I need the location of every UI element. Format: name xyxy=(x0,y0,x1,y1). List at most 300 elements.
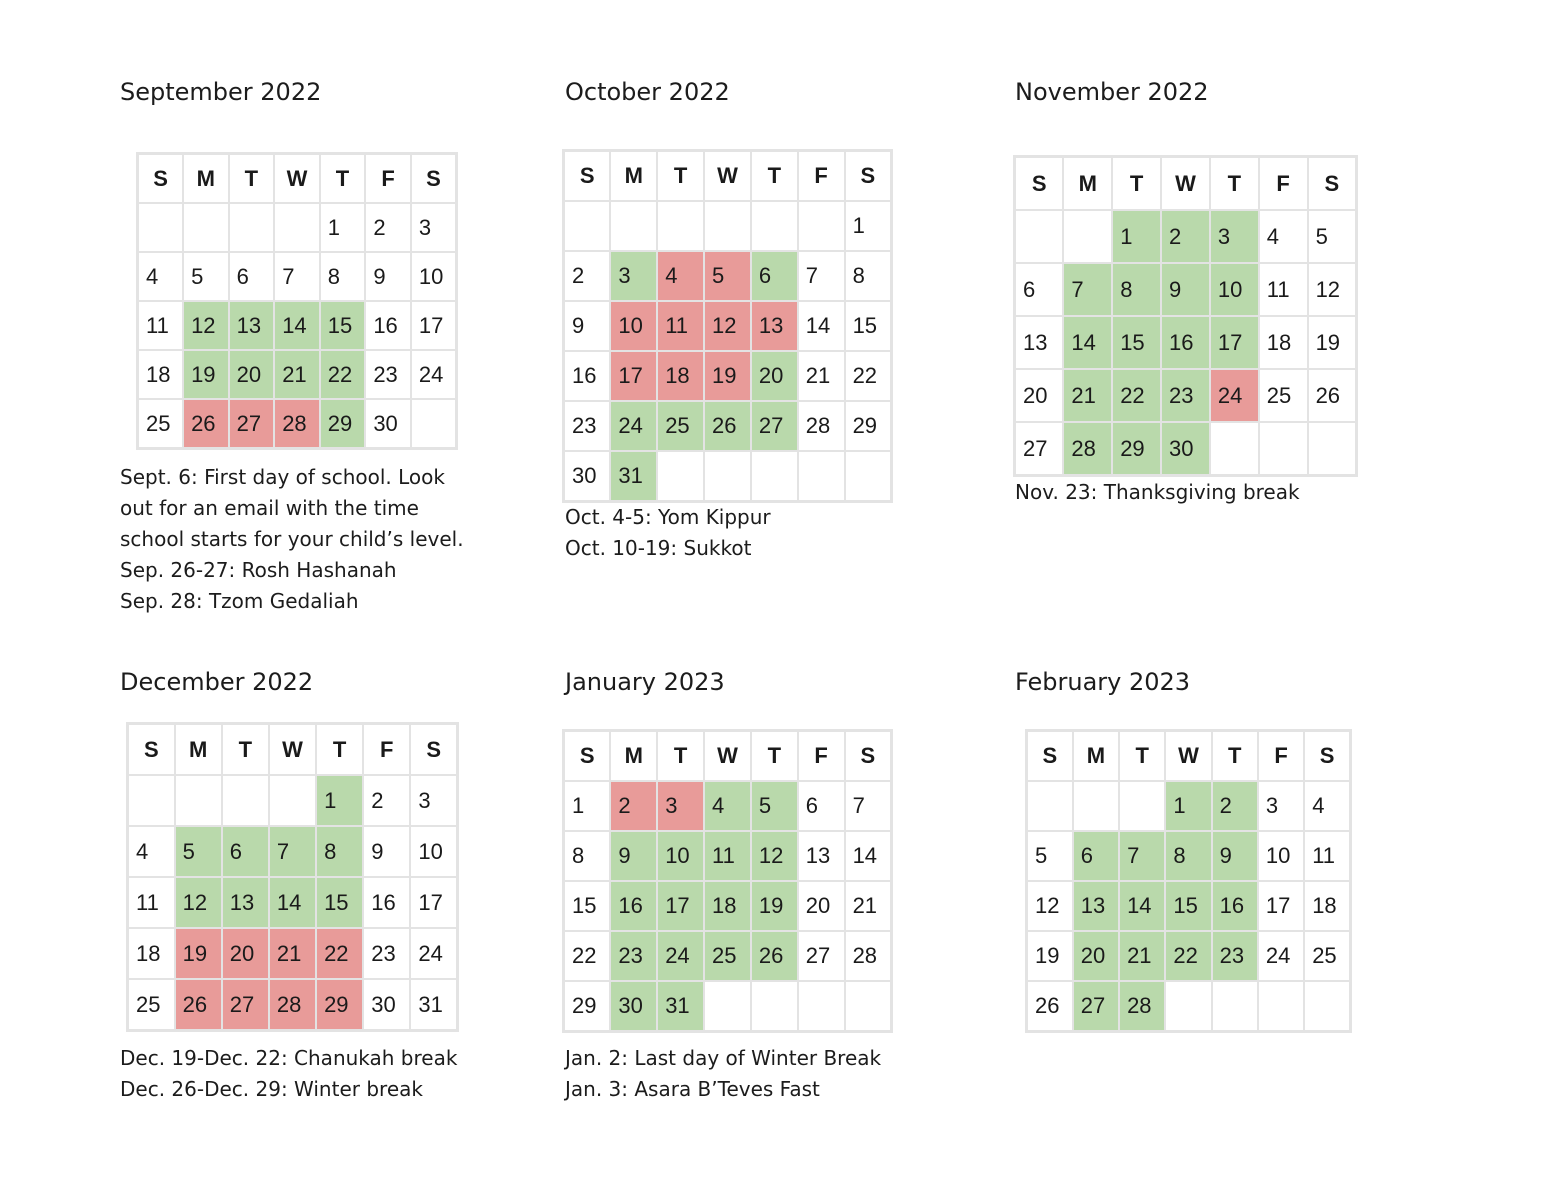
calendar-november xyxy=(1013,155,1358,477)
day-cell: 22 xyxy=(316,928,363,979)
day-cell: 12 xyxy=(1308,263,1357,316)
day-cell: 21 xyxy=(798,351,845,401)
note-line: school starts for your child’s level. xyxy=(120,527,464,551)
weekday-header: T xyxy=(316,724,363,776)
day-cell: 12 xyxy=(183,301,229,350)
week-row xyxy=(128,928,458,979)
day-cell: 3 xyxy=(657,781,704,831)
week-row xyxy=(564,351,892,401)
day-cell: 30 xyxy=(365,399,411,449)
week-row xyxy=(128,826,458,877)
note-line: Dec. 19-Dec. 22: Chanukah break xyxy=(120,1046,458,1070)
empty-day-cell xyxy=(1119,781,1165,831)
day-cell: 28 xyxy=(1119,981,1165,1032)
day-cell: 9 xyxy=(1212,831,1258,881)
day-cell: 30 xyxy=(363,979,410,1031)
day-cell: 6 xyxy=(751,251,798,301)
day-cell: 27 xyxy=(798,931,845,981)
day-cell: 14 xyxy=(274,301,320,350)
day-cell: 2 xyxy=(1161,210,1210,263)
calendar-january xyxy=(562,729,893,1033)
day-cell: 2 xyxy=(365,203,411,252)
day-cell: 14 xyxy=(1063,316,1112,369)
weekday-header: F xyxy=(363,724,410,776)
day-cell: 10 xyxy=(610,301,657,351)
day-cell: 21 xyxy=(274,350,320,399)
weekday-header: F xyxy=(1259,157,1308,211)
day-cell: 8 xyxy=(316,826,363,877)
week-row xyxy=(1015,422,1357,476)
day-cell: 23 xyxy=(363,928,410,979)
empty-day-cell xyxy=(610,201,657,251)
empty-day-cell xyxy=(1308,422,1357,476)
note-line: out for an email with the time xyxy=(120,496,419,520)
week-row xyxy=(138,301,457,350)
week-row xyxy=(138,203,457,252)
day-cell: 12 xyxy=(751,831,798,881)
day-cell: 19 xyxy=(751,881,798,931)
week-row xyxy=(564,981,892,1032)
day-cell: 24 xyxy=(1258,931,1304,981)
empty-day-cell xyxy=(229,203,275,252)
day-cell: 10 xyxy=(410,826,457,877)
day-cell: 27 xyxy=(1015,422,1064,476)
weekday-header: M xyxy=(1073,731,1119,782)
day-cell: 15 xyxy=(316,877,363,928)
day-cell: 10 xyxy=(1210,263,1259,316)
week-row xyxy=(1027,981,1351,1032)
weekday-header: S xyxy=(1015,157,1064,211)
day-cell: 19 xyxy=(1027,931,1073,981)
day-cell: 4 xyxy=(1304,781,1350,831)
day-cell: 4 xyxy=(657,251,704,301)
day-cell: 7 xyxy=(845,781,892,831)
weekday-header: F xyxy=(798,151,845,202)
day-cell: 14 xyxy=(1119,881,1165,931)
week-row xyxy=(128,877,458,928)
notes-january xyxy=(565,1043,881,1105)
day-cell: 13 xyxy=(1015,316,1064,369)
day-cell: 18 xyxy=(1259,316,1308,369)
note-line: Sep. 28: Tzom Gedaliah xyxy=(120,589,359,613)
day-cell: 5 xyxy=(1027,831,1073,881)
empty-day-cell xyxy=(657,451,704,502)
calendar-february xyxy=(1025,729,1352,1033)
weekday-header: T xyxy=(751,731,798,782)
weekday-header: W xyxy=(704,731,751,782)
day-cell: 28 xyxy=(845,931,892,981)
empty-day-cell xyxy=(269,775,316,826)
day-cell: 5 xyxy=(175,826,222,877)
week-row xyxy=(1015,263,1357,316)
day-cell: 5 xyxy=(751,781,798,831)
weekday-header: S xyxy=(138,154,184,204)
weekday-header: W xyxy=(1161,157,1210,211)
day-cell: 1 xyxy=(1165,781,1211,831)
empty-day-cell xyxy=(798,981,845,1032)
day-cell: 4 xyxy=(704,781,751,831)
weekday-header-row xyxy=(1015,157,1357,211)
day-cell: 1 xyxy=(316,775,363,826)
empty-day-cell xyxy=(564,201,611,251)
day-cell: 26 xyxy=(751,931,798,981)
day-cell: 13 xyxy=(751,301,798,351)
weekday-header: S xyxy=(128,724,175,776)
day-cell: 2 xyxy=(1212,781,1258,831)
day-cell: 24 xyxy=(410,928,457,979)
weekday-header: T xyxy=(320,154,366,204)
day-cell: 22 xyxy=(845,351,892,401)
calendar-september xyxy=(136,152,458,450)
day-cell: 10 xyxy=(657,831,704,881)
day-cell: 6 xyxy=(798,781,845,831)
day-cell: 28 xyxy=(274,399,320,449)
day-cell: 7 xyxy=(1119,831,1165,881)
day-cell: 3 xyxy=(411,203,457,252)
day-cell: 22 xyxy=(320,350,366,399)
weekday-header: W xyxy=(704,151,751,202)
day-cell: 9 xyxy=(363,826,410,877)
weekday-header: T xyxy=(222,724,269,776)
empty-day-cell xyxy=(751,201,798,251)
day-cell: 16 xyxy=(365,301,411,350)
empty-day-cell xyxy=(1212,981,1258,1032)
day-cell: 1 xyxy=(320,203,366,252)
day-cell: 25 xyxy=(128,979,175,1031)
month-title-november: November 2022 xyxy=(1015,78,1209,106)
empty-day-cell xyxy=(704,981,751,1032)
day-cell: 5 xyxy=(1308,210,1357,263)
notes-december xyxy=(120,1043,457,1105)
month-title-december: December 2022 xyxy=(120,668,314,696)
day-cell: 19 xyxy=(183,350,229,399)
weekday-header: M xyxy=(183,154,229,204)
week-row xyxy=(1015,369,1357,422)
empty-day-cell xyxy=(183,203,229,252)
weekday-header: S xyxy=(564,151,611,202)
day-cell: 14 xyxy=(798,301,845,351)
day-cell: 21 xyxy=(1063,369,1112,422)
day-cell: 3 xyxy=(1210,210,1259,263)
day-cell: 25 xyxy=(138,399,184,449)
week-row xyxy=(564,931,892,981)
day-cell: 4 xyxy=(138,252,184,301)
weekday-header: F xyxy=(1258,731,1304,782)
empty-day-cell xyxy=(657,201,704,251)
day-cell: 8 xyxy=(564,831,611,881)
weekday-header: T xyxy=(1212,731,1258,782)
note-line: Oct. 4-5: Yom Kippur xyxy=(565,505,771,529)
weekday-header: W xyxy=(274,154,320,204)
empty-day-cell xyxy=(175,775,222,826)
week-row xyxy=(1027,781,1351,831)
day-cell: 24 xyxy=(657,931,704,981)
weekday-header: S xyxy=(411,154,457,204)
day-cell: 11 xyxy=(704,831,751,881)
week-row xyxy=(1027,831,1351,881)
day-cell: 17 xyxy=(411,301,457,350)
day-cell: 3 xyxy=(610,251,657,301)
day-cell: 2 xyxy=(363,775,410,826)
day-cell: 15 xyxy=(1112,316,1161,369)
week-row xyxy=(564,401,892,451)
empty-day-cell xyxy=(1027,781,1073,831)
calendar-october xyxy=(562,149,893,503)
day-cell: 17 xyxy=(410,877,457,928)
day-cell: 13 xyxy=(1073,881,1119,931)
weekday-header: S xyxy=(845,151,892,202)
empty-day-cell xyxy=(1165,981,1211,1032)
weekday-header: T xyxy=(1210,157,1259,211)
day-cell: 26 xyxy=(175,979,222,1031)
week-row xyxy=(1027,881,1351,931)
day-cell: 23 xyxy=(1161,369,1210,422)
empty-day-cell xyxy=(1304,981,1350,1032)
day-cell: 11 xyxy=(657,301,704,351)
day-cell: 11 xyxy=(128,877,175,928)
day-cell: 20 xyxy=(1073,931,1119,981)
week-row xyxy=(564,301,892,351)
empty-day-cell xyxy=(1063,210,1112,263)
day-cell: 12 xyxy=(704,301,751,351)
day-cell: 29 xyxy=(564,981,611,1032)
empty-day-cell xyxy=(1258,981,1304,1032)
day-cell: 27 xyxy=(229,399,275,449)
week-row xyxy=(138,399,457,449)
weekday-header: F xyxy=(365,154,411,204)
week-row xyxy=(1027,931,1351,981)
week-row xyxy=(564,251,892,301)
day-cell: 15 xyxy=(320,301,366,350)
weekday-header: M xyxy=(610,731,657,782)
day-cell: 20 xyxy=(751,351,798,401)
weekday-header: S xyxy=(845,731,892,782)
weekday-header: T xyxy=(229,154,275,204)
day-cell: 9 xyxy=(610,831,657,881)
weekday-header: S xyxy=(1027,731,1073,782)
day-cell: 17 xyxy=(657,881,704,931)
day-cell: 16 xyxy=(564,351,611,401)
calendar-december xyxy=(126,722,459,1032)
week-row xyxy=(564,201,892,251)
day-cell: 20 xyxy=(229,350,275,399)
day-cell: 20 xyxy=(222,928,269,979)
day-cell: 4 xyxy=(128,826,175,877)
day-cell: 5 xyxy=(704,251,751,301)
weekday-header: S xyxy=(1304,731,1350,782)
day-cell: 15 xyxy=(845,301,892,351)
weekday-header: T xyxy=(1112,157,1161,211)
weekday-header: M xyxy=(1063,157,1112,211)
weekday-header: F xyxy=(798,731,845,782)
day-cell: 20 xyxy=(1015,369,1064,422)
day-cell: 15 xyxy=(1165,881,1211,931)
week-row xyxy=(564,781,892,831)
weekday-header: T xyxy=(751,151,798,202)
notes-september xyxy=(120,462,464,617)
note-line: Oct. 10-19: Sukkot xyxy=(565,536,752,560)
note-line: Nov. 23: Thanksgiving break xyxy=(1015,480,1300,504)
notes-october xyxy=(565,502,771,564)
day-cell: 2 xyxy=(610,781,657,831)
empty-day-cell xyxy=(845,451,892,502)
day-cell: 3 xyxy=(1258,781,1304,831)
day-cell: 6 xyxy=(222,826,269,877)
weekday-header: T xyxy=(657,151,704,202)
day-cell: 14 xyxy=(269,877,316,928)
empty-day-cell xyxy=(1073,781,1119,831)
day-cell: 25 xyxy=(1259,369,1308,422)
month-title-september: September 2022 xyxy=(120,78,322,106)
day-cell: 18 xyxy=(704,881,751,931)
day-cell: 17 xyxy=(610,351,657,401)
day-cell: 6 xyxy=(1015,263,1064,316)
note-line: Jan. 2: Last day of Winter Break xyxy=(565,1046,882,1070)
day-cell: 3 xyxy=(410,775,457,826)
day-cell: 29 xyxy=(320,399,366,449)
weekday-header-row xyxy=(564,731,892,782)
day-cell: 26 xyxy=(1308,369,1357,422)
week-row xyxy=(564,881,892,931)
empty-day-cell xyxy=(798,201,845,251)
day-cell: 27 xyxy=(751,401,798,451)
day-cell: 22 xyxy=(564,931,611,981)
day-cell: 26 xyxy=(1027,981,1073,1032)
day-cell: 13 xyxy=(229,301,275,350)
day-cell: 11 xyxy=(138,301,184,350)
day-cell: 23 xyxy=(564,401,611,451)
weekday-header: S xyxy=(564,731,611,782)
day-cell: 20 xyxy=(798,881,845,931)
day-cell: 14 xyxy=(845,831,892,881)
day-cell: 11 xyxy=(1304,831,1350,881)
day-cell: 1 xyxy=(845,201,892,251)
note-line: Dec. 26-Dec. 29: Winter break xyxy=(120,1077,423,1101)
day-cell: 11 xyxy=(1259,263,1308,316)
day-cell: 30 xyxy=(1161,422,1210,476)
day-cell: 13 xyxy=(222,877,269,928)
day-cell: 21 xyxy=(269,928,316,979)
day-cell: 16 xyxy=(1161,316,1210,369)
day-cell: 29 xyxy=(1112,422,1161,476)
empty-day-cell xyxy=(704,201,751,251)
day-cell: 9 xyxy=(1161,263,1210,316)
empty-day-cell xyxy=(1015,210,1064,263)
day-cell: 10 xyxy=(1258,831,1304,881)
day-cell: 29 xyxy=(316,979,363,1031)
day-cell: 18 xyxy=(138,350,184,399)
week-row xyxy=(128,979,458,1031)
day-cell: 26 xyxy=(183,399,229,449)
month-title-october: October 2022 xyxy=(565,78,730,106)
day-cell: 6 xyxy=(229,252,275,301)
week-row xyxy=(138,252,457,301)
day-cell: 19 xyxy=(1308,316,1357,369)
day-cell: 21 xyxy=(845,881,892,931)
day-cell: 28 xyxy=(798,401,845,451)
empty-day-cell xyxy=(138,203,184,252)
day-cell: 23 xyxy=(1212,931,1258,981)
day-cell: 18 xyxy=(128,928,175,979)
day-cell: 8 xyxy=(1112,263,1161,316)
day-cell: 31 xyxy=(610,451,657,502)
day-cell: 15 xyxy=(564,881,611,931)
day-cell: 1 xyxy=(564,781,611,831)
day-cell: 31 xyxy=(657,981,704,1032)
weekday-header: S xyxy=(410,724,457,776)
day-cell: 1 xyxy=(1112,210,1161,263)
week-row xyxy=(564,831,892,881)
day-cell: 4 xyxy=(1259,210,1308,263)
day-cell: 6 xyxy=(1073,831,1119,881)
day-cell: 30 xyxy=(610,981,657,1032)
empty-day-cell xyxy=(274,203,320,252)
day-cell: 7 xyxy=(1063,263,1112,316)
day-cell: 7 xyxy=(269,826,316,877)
weekday-header-row xyxy=(138,154,457,204)
day-cell: 13 xyxy=(798,831,845,881)
weekday-header: W xyxy=(269,724,316,776)
empty-day-cell xyxy=(222,775,269,826)
day-cell: 23 xyxy=(365,350,411,399)
note-line: Sept. 6: First day of school. Look xyxy=(120,465,445,489)
empty-day-cell xyxy=(1210,422,1259,476)
day-cell: 19 xyxy=(175,928,222,979)
day-cell: 22 xyxy=(1112,369,1161,422)
note-line: Jan. 3: Asara B’Teves Fast xyxy=(565,1077,820,1101)
empty-day-cell xyxy=(798,451,845,502)
month-title-january: January 2023 xyxy=(565,668,725,696)
week-row xyxy=(1015,316,1357,369)
day-cell: 21 xyxy=(1119,931,1165,981)
day-cell: 30 xyxy=(564,451,611,502)
day-cell: 16 xyxy=(610,881,657,931)
day-cell: 27 xyxy=(1073,981,1119,1032)
weekday-header: S xyxy=(1308,157,1357,211)
weekday-header-row xyxy=(564,151,892,202)
day-cell: 10 xyxy=(411,252,457,301)
week-row xyxy=(128,775,458,826)
day-cell: 16 xyxy=(1212,881,1258,931)
empty-day-cell xyxy=(1259,422,1308,476)
weekday-header-row xyxy=(128,724,458,776)
day-cell: 8 xyxy=(1165,831,1211,881)
week-row xyxy=(1015,210,1357,263)
empty-day-cell xyxy=(411,399,457,449)
day-cell: 25 xyxy=(657,401,704,451)
empty-day-cell xyxy=(751,451,798,502)
empty-day-cell xyxy=(128,775,175,826)
empty-day-cell xyxy=(845,981,892,1032)
weekday-header: M xyxy=(175,724,222,776)
day-cell: 17 xyxy=(1210,316,1259,369)
day-cell: 18 xyxy=(657,351,704,401)
weekday-header: T xyxy=(1119,731,1165,782)
empty-day-cell xyxy=(751,981,798,1032)
day-cell: 12 xyxy=(1027,881,1073,931)
weekday-header: M xyxy=(610,151,657,202)
day-cell: 17 xyxy=(1258,881,1304,931)
notes-november xyxy=(1015,477,1300,508)
day-cell: 31 xyxy=(410,979,457,1031)
day-cell: 9 xyxy=(564,301,611,351)
day-cell: 8 xyxy=(845,251,892,301)
day-cell: 23 xyxy=(610,931,657,981)
day-cell: 2 xyxy=(564,251,611,301)
day-cell: 22 xyxy=(1165,931,1211,981)
day-cell: 12 xyxy=(175,877,222,928)
day-cell: 8 xyxy=(320,252,366,301)
